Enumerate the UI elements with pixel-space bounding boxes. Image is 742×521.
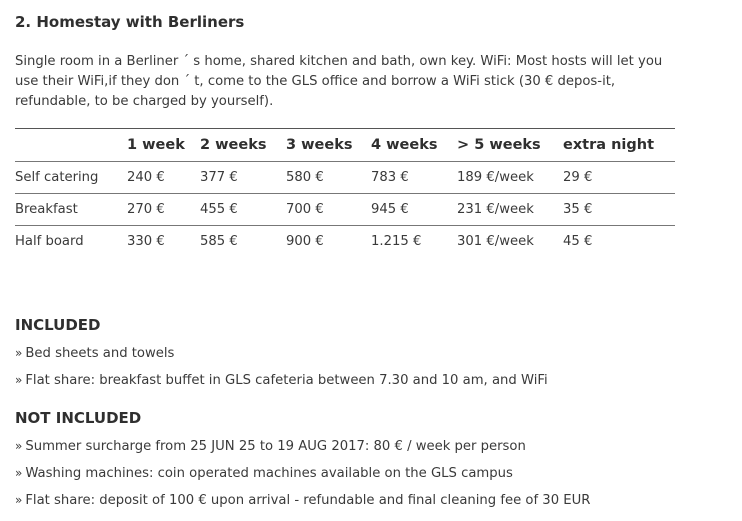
table-row [15, 162, 675, 194]
column-header-extra-night: extra night [563, 129, 675, 162]
included-list [15, 343, 548, 397]
table-cell: 900 € [286, 234, 324, 249]
table-cell: 455 € [200, 194, 286, 226]
table-row [15, 194, 675, 226]
bullet-marker: » [15, 439, 23, 453]
bullet-marker: » [15, 466, 23, 480]
table-cell: 240 € [127, 162, 200, 194]
table-cell: 330 € [127, 234, 165, 249]
list-item [15, 463, 590, 490]
table-cell: 29 € [563, 162, 675, 194]
column-header-3-weeks: 3 weeks [286, 129, 371, 162]
table-cell: 580 € [286, 162, 371, 194]
bullet-marker: » [15, 493, 23, 507]
intro-paragraph: Single room in a Berliner ´ s home, shared kitchen and bath, own key. WiFi: Most hosts will let you use their WiFi,if they don ´ t, come to the GLS office and borrow a WiFi stick (30 € depos-it, refundable, to be charged by yourself). [15, 54, 663, 109]
table-cell: 783 € [371, 162, 457, 194]
table-header-row [15, 129, 675, 162]
table-cell: 189 €/week [457, 162, 563, 194]
included-heading: INCLUDED [15, 316, 101, 334]
list-item-text: Flat share: deposit of 100 € upon arrival - refundable and final cleaning fee of 30 EUR [25, 493, 591, 508]
list-item-text: Flat share: breakfast buffet in GLS cafeteria between 7.30 and 10 am, and WiFi [25, 373, 548, 388]
row-label: Half board [15, 234, 84, 249]
table-cell: 585 € [200, 234, 238, 249]
table-cell: 270 € [127, 194, 200, 226]
table-row [15, 226, 675, 258]
not-included-list [15, 436, 590, 517]
list-item-text: Summer surcharge from 25 JUN 25 to 19 AUG 2017: 80 € / week per person [25, 439, 526, 454]
row-label: Breakfast [15, 194, 127, 226]
table-cell: 301 €/week [457, 234, 534, 249]
column-header-2-weeks: 2 weeks [200, 129, 286, 162]
table-cell: 945 € [371, 194, 457, 226]
price-table [15, 128, 675, 257]
table-cell: 1.215 € [371, 234, 422, 249]
list-item [15, 436, 590, 463]
table-cell: 700 € [286, 194, 371, 226]
list-item [15, 490, 590, 517]
bullet-marker: » [15, 373, 23, 387]
row-label: Self catering [15, 162, 127, 194]
list-item [15, 370, 548, 397]
section-title: 2. Homestay with Berliners [15, 13, 245, 31]
list-item-text: Bed sheets and towels [25, 346, 175, 361]
column-header-5-plus-weeks: > 5 weeks [457, 129, 563, 162]
column-header-blank [15, 129, 127, 162]
table-cell: 231 €/week [457, 194, 563, 226]
table-cell: 45 € [563, 234, 593, 249]
table-cell: 35 € [563, 194, 675, 226]
list-item-text: Washing machines: coin operated machines available on the GLS campus [25, 466, 513, 481]
bullet-marker: » [15, 346, 23, 360]
not-included-heading: NOT INCLUDED [15, 409, 142, 427]
column-header-1-week: 1 week [127, 129, 200, 162]
table-cell: 377 € [200, 162, 286, 194]
column-header-4-weeks: 4 weeks [371, 129, 457, 162]
list-item [15, 343, 548, 370]
